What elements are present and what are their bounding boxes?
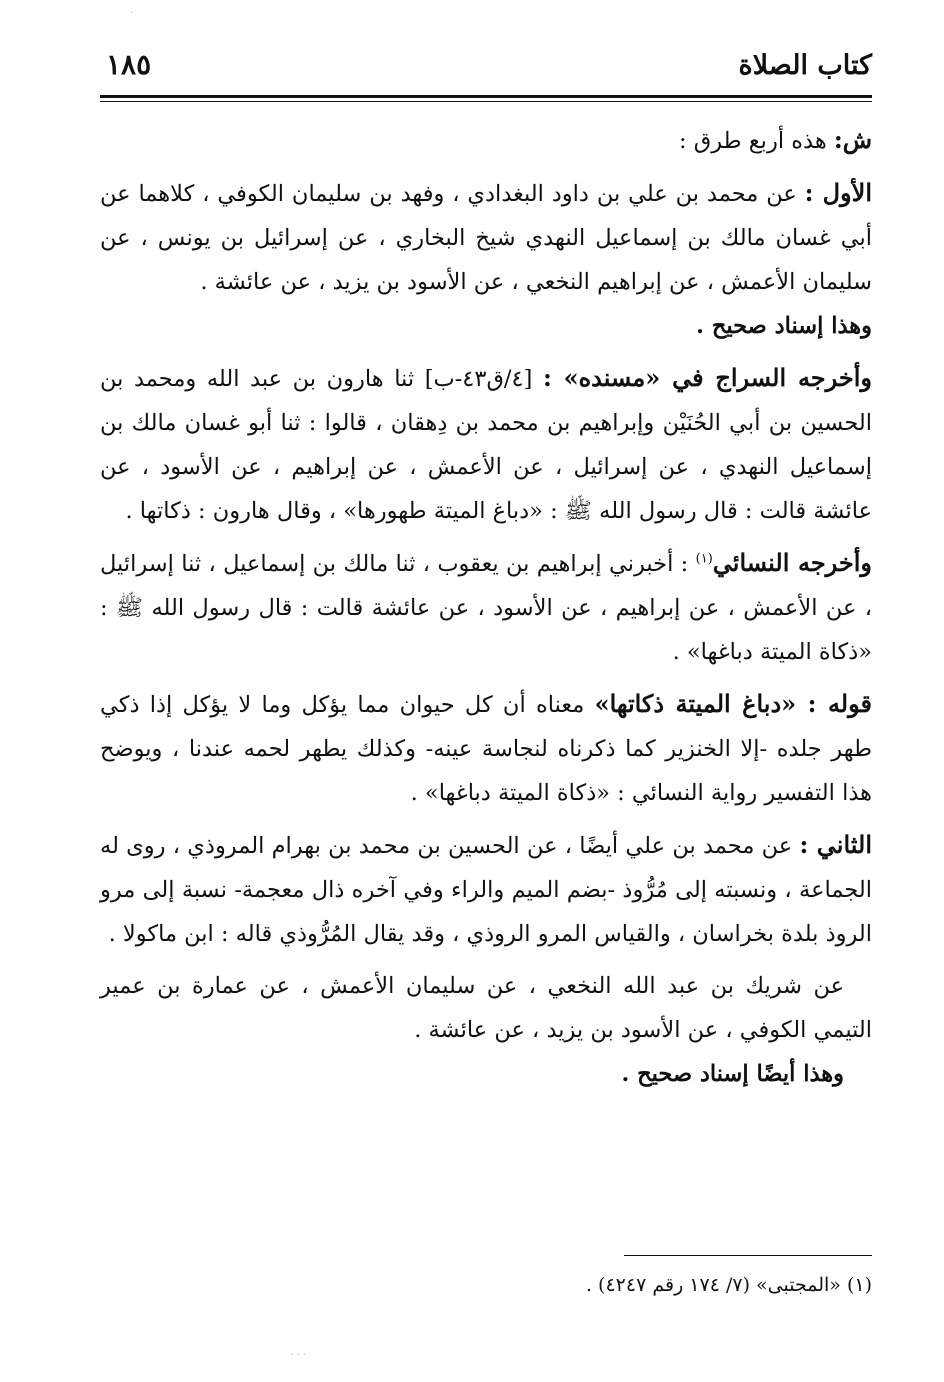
footnote-marker: (١) xyxy=(695,551,713,567)
paragraph-text: وهذا أيضًا إسناد صحيح . xyxy=(621,1061,844,1087)
paragraph-verdict-2 xyxy=(100,1052,872,1096)
paragraph-sharik xyxy=(100,964,872,1052)
header-rule-thick xyxy=(100,95,872,98)
paragraph-second-chain xyxy=(100,823,872,956)
main-text xyxy=(100,118,872,1096)
header-rule-thin xyxy=(100,101,872,102)
paragraph-lead: وأخرجه النسائي xyxy=(712,548,872,577)
paragraph-text: عن محمد بن علي بن داود البغدادي ، وفهد بن سليمان الكوفي ، كلاهما عن أبي غسان مالك بن إسماعيل النهدي شيخ البخاري ، عن إسرائيل بن يونس ، عن سليمان الأعمش ، عن إبراهيم النخعي ، عن الأسود بن يزيد ، عن عائشة . xyxy=(100,181,872,295)
paragraph-text: عن محمد بن علي أيضًا ، عن الحسين بن محمد بن بهرام المروذي ، روى له الجماعة ، ونسبته إلى مُرُّوذ -بضم الميم والراء وفي آخره ذال معجمة- نسبة إلى مرو الروذ بلدة بخراسان ، والقياس المرو الروذي ، وقد يقال المُرُّوذي قاله : ابن ماكولا . xyxy=(100,833,872,947)
paragraph-text: وهذا إسناد صحيح . xyxy=(696,313,872,339)
scan-mark: · · · xyxy=(290,1350,306,1361)
paragraph-verdict xyxy=(100,304,872,348)
page-header xyxy=(100,46,872,92)
paragraph-lead: وأخرجه السراج في «مسنده» : xyxy=(542,363,872,392)
paragraph-text: معناه أن كل حيوان مما يؤكل وما لا يؤكل إذا ذكي طهر جلده -إلا الخنزير كما ذكرناه لنجاسة عينه- وكذلك يطهر لحمه عندنا ، ويوضح هذا التفسير رواية النسائي : «ذكاة الميتة دباغها» . xyxy=(100,692,872,806)
paragraph-text: عن شريك بن عبد الله النخعي ، عن سليمان الأعمش ، عن عمارة بن عمير التيمي الكوفي ، عن الأسود بن يزيد ، عن عائشة . xyxy=(100,973,872,1043)
paragraph-lead: ش: xyxy=(833,125,872,154)
paragraph-lead: الثاني : xyxy=(799,830,872,859)
paragraph-text: [٤/ق٤٣-ب] ثنا هارون بن عبد الله ومحمد بن الحسين بن أبي الحُنَيْن وإبراهيم بن محمد بن دِهقان ، قالوا : ثنا أبو غسان مالك بن إسماعيل النهدي ، عن إسرائيل ، عن الأعمش ، عن إبراهيم ، عن الأسود ، عن عائشة قالت : قال رسول الله ﷺ : «دباغ الميتة طهورها» ، وقال هارون : ذكاتها . xyxy=(100,366,872,524)
footnote-rule xyxy=(624,1255,872,1256)
paragraph-commentary xyxy=(100,682,872,815)
paragraph-nasai xyxy=(100,541,872,674)
paragraph-text: هذه أربع طرق : xyxy=(679,128,834,154)
paragraph-text: : أخبرني إبراهيم بن يعقوب ، ثنا مالك بن إسماعيل ، ثنا إسرائيل ، عن الأعمش ، عن إبراهيم ، عن الأسود ، عن عائشة قالت : قال رسول الله ﷺ : «ذكاة الميتة دباغها» . xyxy=(100,551,872,665)
paragraph-lead: قوله : «دباغ الميتة ذكاتها» xyxy=(594,689,872,718)
scan-mark: · xyxy=(130,8,134,19)
footnote: (١) «المجتبى» (٧/ ١٧٤ رقم ٤٢٤٧) . xyxy=(585,1274,872,1296)
paragraph-sarraj xyxy=(100,356,872,533)
paragraph-intro xyxy=(100,118,872,163)
page-number: ١٨٥ xyxy=(106,48,152,81)
book-title: كتاب الصلاة xyxy=(738,50,872,81)
paragraph-first-chain xyxy=(100,171,872,304)
paragraph-lead: الأول : xyxy=(804,178,872,207)
